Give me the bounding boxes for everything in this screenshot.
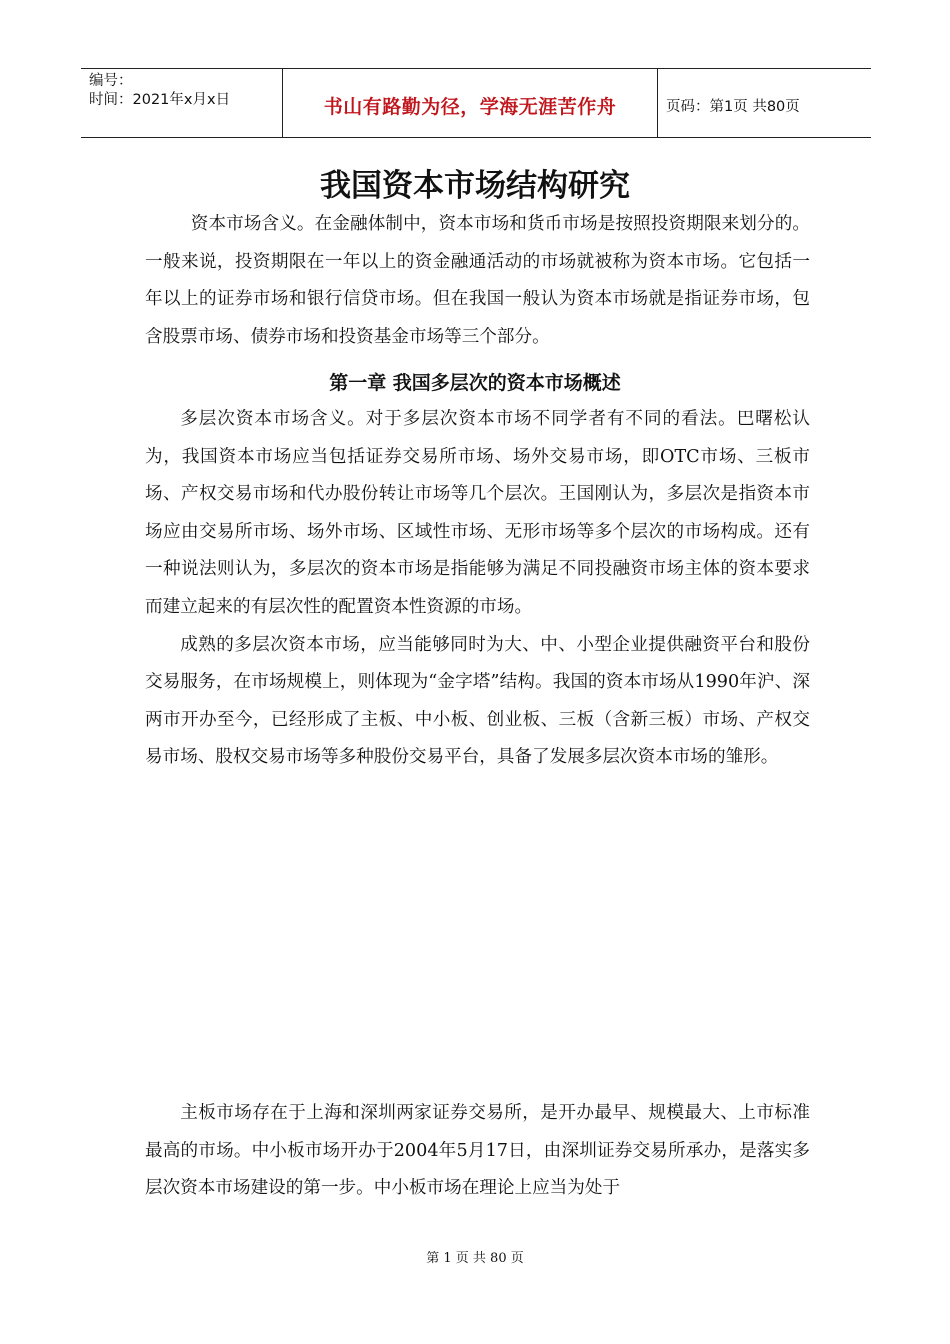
- header-page-info-cell: [658, 69, 871, 137]
- header-meta: [81, 69, 282, 137]
- header-motto: 书山有路勤为径，学海无涯苦作舟: [323, 95, 617, 118]
- page-footer: 第 1 页 共 80 页: [426, 1251, 524, 1266]
- intro-paragraph: 资本市场含义。在金融体制中，资本市场和货币市场是按照投资期限来划分的。一般来说，投资期限在一年以上的资金融通活动的市场就被称为资本市场。它包括一年以上的证券市场和银行信贷市场。但在我国一般认为资本市场就是指证券市场，包含股票市场、债券市场和投资基金市场等三个部分。: [145, 214, 810, 347]
- intro-section: [145, 206, 810, 356]
- chapter-body: [145, 401, 810, 777]
- paragraph-multilevel-definition: 多层次资本市场含义。对于多层次资本市场不同学者有不同的看法。巴曙松认为，我国资本市场应当包括证券交易所市场、场外交易市场，即OTC市场、三板市场、产权交易市场和代办股份转让市场等几个层次。王国刚认为，多层次是指资本市场应由交易所市场、场外市场、区域性市场、无形市场等多个层次的市场构成。还有一种说法则认为，多层次的资本市场是指能够为满足不同投融资市场主体的资本要求而建立起来的有层次性的配置资本性资源的市场。: [145, 409, 810, 617]
- chapter-title: 第一章 我国多层次的资本市场概述: [329, 372, 621, 394]
- header-motto-cell: [282, 69, 658, 137]
- paragraph-main-board: 主板市场存在于上海和深圳两家证券交易所，是开办最早、规模最大、上市标准最高的市场。中小板市场开办于2004年5月17日，由深圳证券交易所承办，是落实多层次资本市场建设的第一步。中小板市场在理论上应当为处于: [145, 1103, 810, 1199]
- document-title: 我国资本市场结构研究: [320, 168, 630, 204]
- date-label: 时间：2021年x月x日: [89, 92, 231, 108]
- serial-label: 编号：: [89, 73, 133, 89]
- header-page-info: 页码：第1页 共80页: [666, 98, 800, 115]
- paragraph-mature-market: 成熟的多层次资本市场，应当能够同时为大、中、小型企业提供融资平台和股份交易服务，在市场规模上，则体现为“金字塔”结构。我国的资本市场从1990年沪、深两市开办至今，已经形成了主板、中小板、创业板、三板（含新三板）市场、产权交易市场、股权交易市场等多种股份交易平台，具备了发展多层次资本市场的雏形。: [145, 634, 810, 768]
- main-board-section: [145, 1095, 810, 1208]
- page-header: [81, 68, 871, 138]
